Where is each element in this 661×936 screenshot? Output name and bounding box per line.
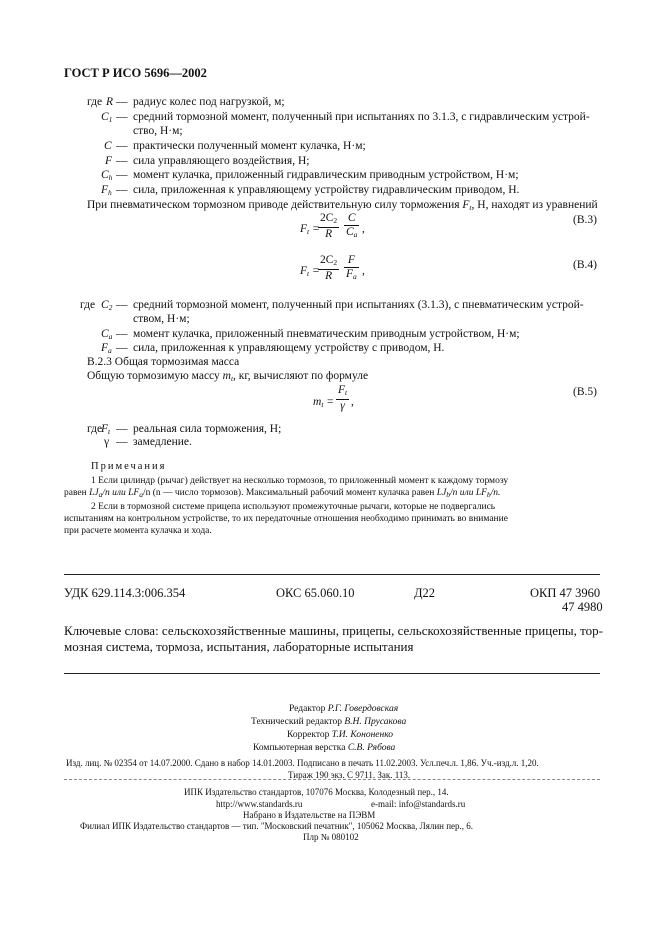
website-link[interactable]: http://www.standards.ru <box>216 799 303 809</box>
def-text: момент кулачка, приложенный гидравлическим приводным устройством, Н·м; <box>133 169 519 181</box>
where-label: где <box>87 96 103 108</box>
paragraph-pneumatic: При пневматическом тормозном приводе действительную силу торможения $F_t$, Н, находят из уравнений <box>87 199 598 212</box>
note-1-line-2: равен $LJ_a/n$ или $LF_a/n$ (n — число тормозов). Максимальный рабочий момент кулачка равен $LJ_b/n$ или $LF_b/n$. <box>64 488 501 499</box>
equation-label: (B.4) <box>573 259 597 271</box>
equation-label: (B.5) <box>573 386 597 398</box>
def-symbol: $C_h$ <box>101 169 113 182</box>
def-text: сила управляющего воздействия, Н; <box>133 155 310 167</box>
divider <box>64 673 600 674</box>
d-code: Д22 <box>414 586 436 600</box>
okp-code-2: 47 4980 <box>562 600 603 614</box>
udk-code: УДК 629.114.3:006.354 <box>64 586 186 600</box>
def-symbol: $F_h$ <box>101 184 112 197</box>
oks-code: ОКС 65.060.10 <box>276 586 355 600</box>
def-text: практически полученный момент кулачка, Н·м; <box>133 140 366 152</box>
def-text: средний тормозной момент, полученный при испытаниях по 3.1.3, с гидравлическим устрой- <box>133 111 590 123</box>
def-symbol: $C_1$ <box>101 111 113 124</box>
paragraph-mass: Общую тормозимую массу $m_t$, кг, вычисляют по формуле <box>87 370 369 383</box>
equation-label: (B.3) <box>573 214 597 226</box>
def-symbol: C <box>104 140 112 152</box>
page-header-title: ГОСТ Р ИСО 5696—2002 <box>64 66 207 80</box>
def-symbol: R <box>106 96 114 108</box>
def-text: средний тормозной момент, полученный при испытаниях (3.1.3), с пневматическим устрой- <box>133 299 584 311</box>
def-text: радиус колес под нагрузкой, м; <box>133 96 285 108</box>
email-link[interactable]: e-mail: info@standards.ru <box>371 799 466 809</box>
def-text: момент кулачка, приложенный пневматическим приводным устройством, Н·м; <box>133 328 520 340</box>
def-text: сила, приложенная к управляющему устройству гидравлическим приводом, Н. <box>133 184 520 196</box>
dashed-divider <box>64 779 600 780</box>
def-text: сила, приложенная к управляющему устройству с приводом, Н. <box>133 342 445 354</box>
keywords: Ключевые слова: сельскохозяйственные машины, прицепы, сельскохозяйственные прицепы, тор- мозная система, тормоза, испытания, лабораторные испытания <box>64 623 603 654</box>
def-symbol: F <box>105 155 113 167</box>
def-text: реальная сила торможения, Н; <box>133 423 282 435</box>
def-text-cont: ство, Н·м; <box>133 125 183 137</box>
notes-heading: Примечания <box>91 461 167 472</box>
def-text-cont: ством, Н·м; <box>133 313 190 325</box>
def-text: замедление. <box>133 436 192 448</box>
divider <box>64 574 600 575</box>
okp-code-1: ОКП 47 3960 <box>530 586 601 600</box>
section-heading: B.2.3 Общая тормозимая масса <box>87 356 240 368</box>
